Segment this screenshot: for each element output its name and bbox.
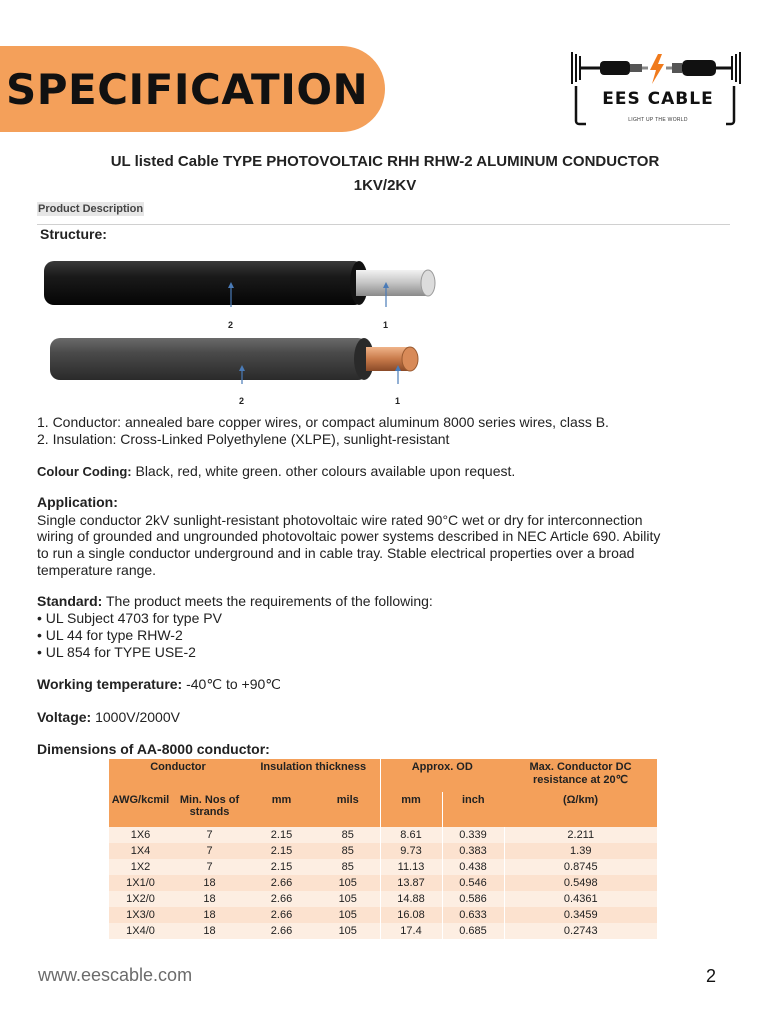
banner-title: SPECIFICATION <box>6 65 369 114</box>
cell-od-mm: 9.73 <box>380 843 442 859</box>
voltage <box>37 709 180 726</box>
section-label: Product Description <box>38 203 144 215</box>
dimensions-table <box>109 759 657 939</box>
cell-ins-mils: 85 <box>316 843 380 859</box>
standard-item-1: • UL Subject 4703 for type PV <box>37 610 222 626</box>
cell-strands: 18 <box>172 891 247 907</box>
cable1-label-conductor: 1 <box>383 320 389 330</box>
cell-strands: 18 <box>172 923 247 939</box>
cell-awg: 1X3/0 <box>109 907 172 923</box>
cell-strands: 7 <box>172 859 247 875</box>
cable2-label-insulation: 2 <box>239 396 245 406</box>
cell-od-inch: 0.546 <box>442 875 504 891</box>
application-heading: Application: <box>37 494 118 510</box>
cell-resistance: 1.39 <box>504 843 657 859</box>
cell-ins-mm: 2.66 <box>247 907 316 923</box>
structure-item-insulation: 2. Insulation: Cross-Linked Polyethylene (XLPE), sunlight-resistant <box>37 431 450 447</box>
voltage-value: 1000V/2000V <box>91 709 180 725</box>
cell-od-inch: 0.685 <box>442 923 504 939</box>
structure-item-conductor: 1. Conductor: annealed bare copper wires, or compact aluminum 8000 series wires, class B. <box>37 414 609 430</box>
logo-name: EES CABLE <box>602 89 714 109</box>
cell-strands: 18 <box>172 875 247 891</box>
cell-awg: 1X4/0 <box>109 923 172 939</box>
logo-tagline: LIGHT UP THE WORLD <box>628 117 688 123</box>
application-line-1: Single conductor 2kV sunlight-resistant photovoltaic wire rated 90°C wet or dry for interconnection <box>37 512 643 528</box>
table-row <box>109 843 657 859</box>
cell-ins-mm: 2.15 <box>247 859 316 875</box>
table-row <box>109 859 657 875</box>
header-conductor: Conductor <box>109 759 247 792</box>
cell-resistance: 2.211 <box>504 827 657 843</box>
standard-item-2: • UL 44 for type RHW-2 <box>37 627 183 643</box>
cell-resistance: 0.2743 <box>504 923 657 939</box>
standard-intro <box>37 593 433 610</box>
header-insulation-thickness: Insulation thickness <box>247 759 380 792</box>
cable2-label-conductor: 1 <box>395 396 401 406</box>
header-approx-od: Approx. OD <box>380 759 504 792</box>
cable-diagram <box>36 252 436 407</box>
cell-ins-mm: 2.15 <box>247 843 316 859</box>
subheader-od-mm: mm <box>380 792 442 827</box>
subheader-resistance-unit: (Ω/km) <box>504 792 657 827</box>
cell-od-mm: 16.08 <box>380 907 442 923</box>
cell-awg: 1X4 <box>109 843 172 859</box>
cell-ins-mils: 105 <box>316 923 380 939</box>
header-max-resistance: Max. Conductor DC resistance at 20℃ <box>504 759 657 792</box>
cell-od-inch: 0.633 <box>442 907 504 923</box>
working-temperature-label: Working temperature: <box>37 676 183 692</box>
cell-od-mm: 13.87 <box>380 875 442 891</box>
table-row <box>109 923 657 939</box>
cable1-insulation <box>44 261 364 305</box>
application-line-4: temperature range. <box>37 562 157 578</box>
cell-resistance: 0.4361 <box>504 891 657 907</box>
divider <box>37 224 730 225</box>
cell-ins-mm: 2.66 <box>247 923 316 939</box>
application-line-3: to run a single conductor underground and in cable tray. Stable electrical properties over a broad <box>37 545 635 561</box>
document-title-line2: 1KV/2KV <box>353 177 417 194</box>
cable1-conductor <box>356 270 428 296</box>
table-row <box>109 875 657 891</box>
dimensions-heading: Dimensions of AA-8000 conductor: <box>37 741 270 757</box>
cell-awg: 1X2 <box>109 859 172 875</box>
cell-awg: 1X1/0 <box>109 875 172 891</box>
structure-heading: Structure: <box>40 226 107 242</box>
subheader-ins-mm: mm <box>247 792 316 827</box>
cell-ins-mm: 2.66 <box>247 875 316 891</box>
cell-awg: 1X6 <box>109 827 172 843</box>
table-row <box>109 907 657 923</box>
subheader-od-inch: inch <box>442 792 504 827</box>
cell-awg: 1X2/0 <box>109 891 172 907</box>
table-row <box>109 891 657 907</box>
cell-resistance: 0.8745 <box>504 859 657 875</box>
cell-ins-mils: 105 <box>316 907 380 923</box>
cell-resistance: 0.3459 <box>504 907 657 923</box>
colour-coding-label: Colour Coding: <box>37 464 132 479</box>
cell-strands: 7 <box>172 843 247 859</box>
cell-ins-mils: 85 <box>316 827 380 843</box>
subheader-strands: Min. Nos of strands <box>172 792 247 827</box>
cell-ins-mils: 105 <box>316 875 380 891</box>
cell-resistance: 0.5498 <box>504 875 657 891</box>
cable2-insulation <box>50 338 368 380</box>
cell-ins-mm: 2.15 <box>247 827 316 843</box>
page-number: 2 <box>706 966 717 986</box>
voltage-label: Voltage: <box>37 709 92 725</box>
document-title-line1: UL listed Cable TYPE PHOTOVOLTAIC RHH RHW-2 ALUMINUM CONDUCTOR <box>110 153 660 170</box>
table-row <box>109 827 657 843</box>
working-temperature <box>37 676 281 693</box>
cell-od-mm: 11.13 <box>380 859 442 875</box>
cable1-label-insulation: 2 <box>228 320 234 330</box>
cell-strands: 18 <box>172 907 247 923</box>
cell-od-inch: 0.586 <box>442 891 504 907</box>
subheader-ins-mils: mils <box>316 792 380 827</box>
cell-od-inch: 0.339 <box>442 827 504 843</box>
cell-strands: 7 <box>172 827 247 843</box>
footer-website-link[interactable]: www.eescable.com <box>38 965 193 985</box>
working-temperature-value: -40℃ to +90℃ <box>182 676 281 692</box>
colour-coding-text: Black, red, white green. other colours available upon request. <box>131 463 516 479</box>
cell-od-inch: 0.438 <box>442 859 504 875</box>
cell-ins-mm: 2.66 <box>247 891 316 907</box>
subheader-awg: AWG/kcmil <box>109 792 172 827</box>
colour-coding <box>37 463 515 481</box>
cell-od-mm: 17.4 <box>380 923 442 939</box>
cell-ins-mils: 85 <box>316 859 380 875</box>
cell-od-inch: 0.383 <box>442 843 504 859</box>
standard-label: Standard: <box>37 593 103 609</box>
cell-ins-mils: 105 <box>316 891 380 907</box>
application-line-2: wiring of grounded and ungrounded photovoltaic power systems described in NEC Article 690. Ability <box>37 528 661 544</box>
cell-od-mm: 14.88 <box>380 891 442 907</box>
standard-text: The product meets the requirements of the following: <box>102 593 433 609</box>
standard-item-3: • UL 854 for TYPE USE-2 <box>37 644 196 660</box>
cell-od-mm: 8.61 <box>380 827 442 843</box>
